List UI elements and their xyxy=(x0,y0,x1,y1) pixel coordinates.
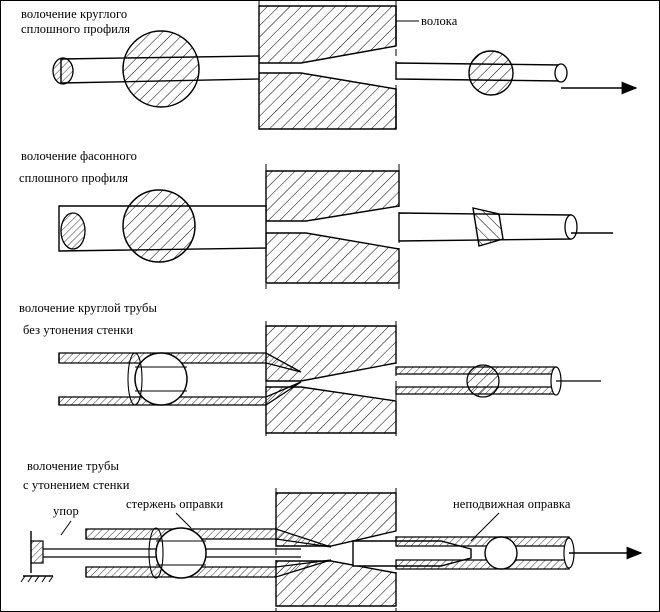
panel-1-caption-line-1: волочение круглого xyxy=(21,7,128,21)
panel-4-caption-line-2: с утонением стенки xyxy=(23,478,130,492)
panel-4-mandrel-rod-label: стержень оправки xyxy=(126,497,224,511)
panel-2-drawing xyxy=(59,164,613,289)
panel-2-caption-line-1: волочение фасонного xyxy=(21,149,137,163)
panel-1-caption-line-2: сплошного профиля xyxy=(21,22,131,36)
panel-1-drawing xyxy=(53,1,636,133)
panel-1-die-label: волока xyxy=(421,14,458,28)
panel-4-caption-line-1: волочение трубы xyxy=(27,459,119,473)
panel-3-drawing xyxy=(59,321,601,441)
panel-4-stop-label: упор xyxy=(53,504,79,518)
panel-4-fixed-mandrel-label: неподвижная оправка xyxy=(453,497,571,511)
panel-3-caption-line-2: без утонения стенки xyxy=(23,323,134,337)
panel-2-caption-line-2: сплошного профиля xyxy=(19,171,129,185)
panel-3-caption-line-1: волочение круглой трубы xyxy=(19,301,157,315)
